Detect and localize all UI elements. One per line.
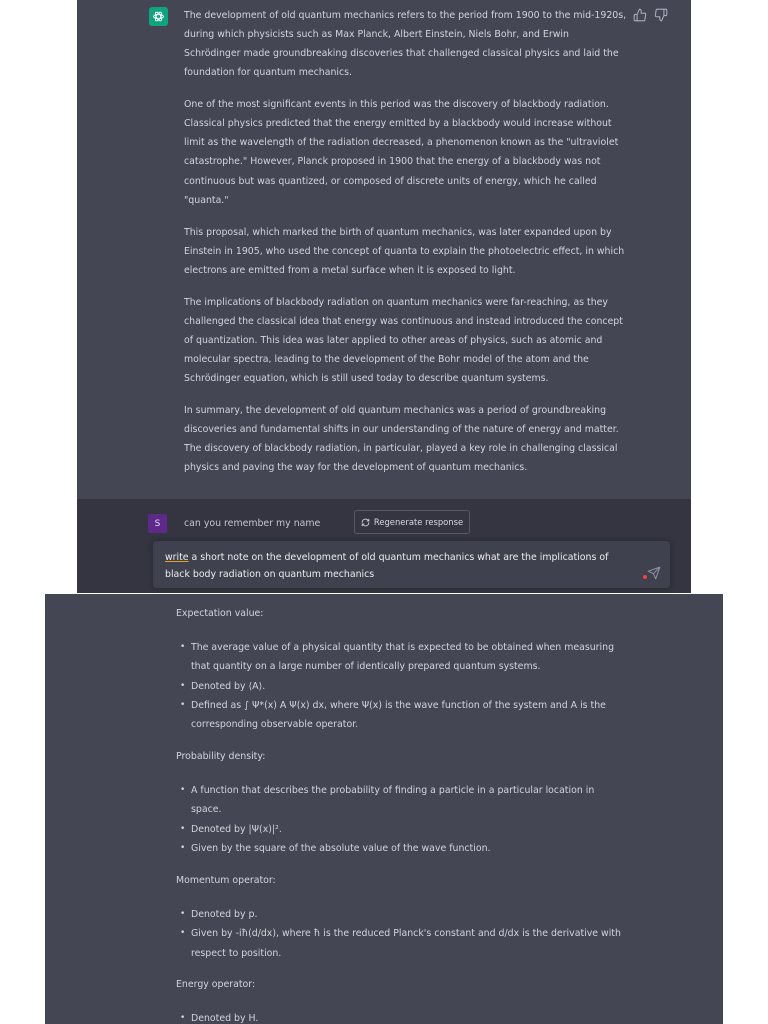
bullet-list — [176, 638, 626, 734]
section-heading: Energy operator: — [176, 979, 256, 990]
regenerate-icon — [361, 518, 370, 527]
answer-paragraph: The development of old quantum mechanics refers to the period from 1900 to the mid-1920s, during which physicists such as Max Planck, Albert Einstein, Niels Bohr, and Erwin Schrödinger made groundbreaking discoveries that challenged classical physics and laid the foundation for quantum mechanics. — [184, 10, 627, 79]
bullet-list — [176, 781, 626, 858]
user-message: can you remember my name — [184, 518, 321, 529]
assistant-avatar — [149, 7, 168, 26]
list-item: • Given by -iħ(d/dx), where ħ is the reduced Planck's constant and d/dx is the derivative with respect to position. — [180, 928, 621, 959]
regenerate-button[interactable] — [354, 510, 470, 534]
section-heading: Expectation value: — [176, 608, 264, 619]
misspelled-word: write — [165, 552, 189, 563]
list-item: • Denoted by p. — [180, 909, 258, 920]
prompt-input[interactable] — [153, 541, 670, 588]
assistant-answer — [184, 6, 628, 490]
openai-logo-icon — [152, 10, 165, 23]
answer-paragraph: This proposal, which marked the birth of quantum mechanics, was later expanded upon by Einstein in 1905, who used the concept of quanta to explain the photoelectric effect, in which electrons are emitted from a metal surface when it is exposed to light. — [184, 226, 625, 276]
list-item: • Given by the square of the absolute value of the wave function. — [180, 842, 491, 854]
answer-paragraph: The implications of blackbody radiation on quantum mechanics were far-reaching, as they challenged the classical idea that energy was continuous and instead introduced the concept of quantization. This idea was later applied to other areas of physics, such as atomic and molecular spectra, leading to the development of the Bohr model of the atom and the Schrödinger equation, which is still used today to describe quantum systems. — [184, 296, 623, 384]
list-item: • Defined as ∫ Ψ*(x) A Ψ(x) dx, where Ψ(x) is the wave function of the system and A is the corresponding observable operator. — [180, 699, 606, 731]
chat-screenshot-bottom — [45, 594, 723, 1024]
section-heading: Momentum operator: — [176, 875, 276, 886]
prompt-input-rest: a short note on the development of old quantum mechanics what are the implications of black body radiation on quantum mechanics — [165, 552, 609, 580]
bullet-list — [176, 1009, 626, 1024]
section-expectation-value — [176, 604, 626, 734]
user-avatar: S — [148, 514, 167, 533]
list-item: • Denoted by H. — [180, 1013, 259, 1024]
answer-paragraph: One of the most significant events in this period was the discovery of blackbody radiation. Classical physics predicted that the energy emitted by a blackbody would increase without limit as the wavelength of the radiation decreased, a phenomenon known as the "ultraviolet catastrophe." However, Planck proposed in 1900 that the energy of a blackbody was not continuous but was quantized, or composed of discrete units of energy, which he called "quanta." — [184, 99, 619, 206]
feedback-buttons — [633, 8, 668, 22]
user-message-row — [77, 499, 691, 593]
list-item: • A function that describes the probability of finding a particle in a particular location in space. — [180, 785, 595, 816]
section-heading: Probability density: — [176, 751, 266, 762]
thumbs-up-icon[interactable] — [633, 8, 647, 22]
answer-paragraph: In summary, the development of old quantum mechanics was a period of groundbreaking discoveries and fundamental shifts in our understanding of the nature of energy and matter. The discovery of blackbody radiation, in particular, played a key role in challenging classical physics and paving the way for the development of quantum mechanics. — [184, 404, 619, 474]
section-energy-operator — [176, 975, 626, 1024]
regenerate-label: Regenerate response — [373, 517, 464, 527]
chat-screenshot-top — [77, 0, 691, 593]
list-item: • The average value of a physical quantity that is expected to be obtained when measuring that quantity on a large number of identically prepared quantum systems. — [180, 642, 615, 673]
send-icon[interactable] — [647, 566, 661, 580]
list-item: • Denoted by |Ψ(x)|². — [180, 823, 282, 835]
list-item: • Denoted by ⟨A⟩. — [180, 680, 266, 692]
bullet-list — [176, 905, 626, 963]
section-momentum-operator — [176, 871, 626, 963]
thumbs-down-icon[interactable] — [654, 8, 668, 22]
section-probability-density — [176, 747, 626, 858]
prompt-input-text[interactable] — [165, 549, 635, 583]
